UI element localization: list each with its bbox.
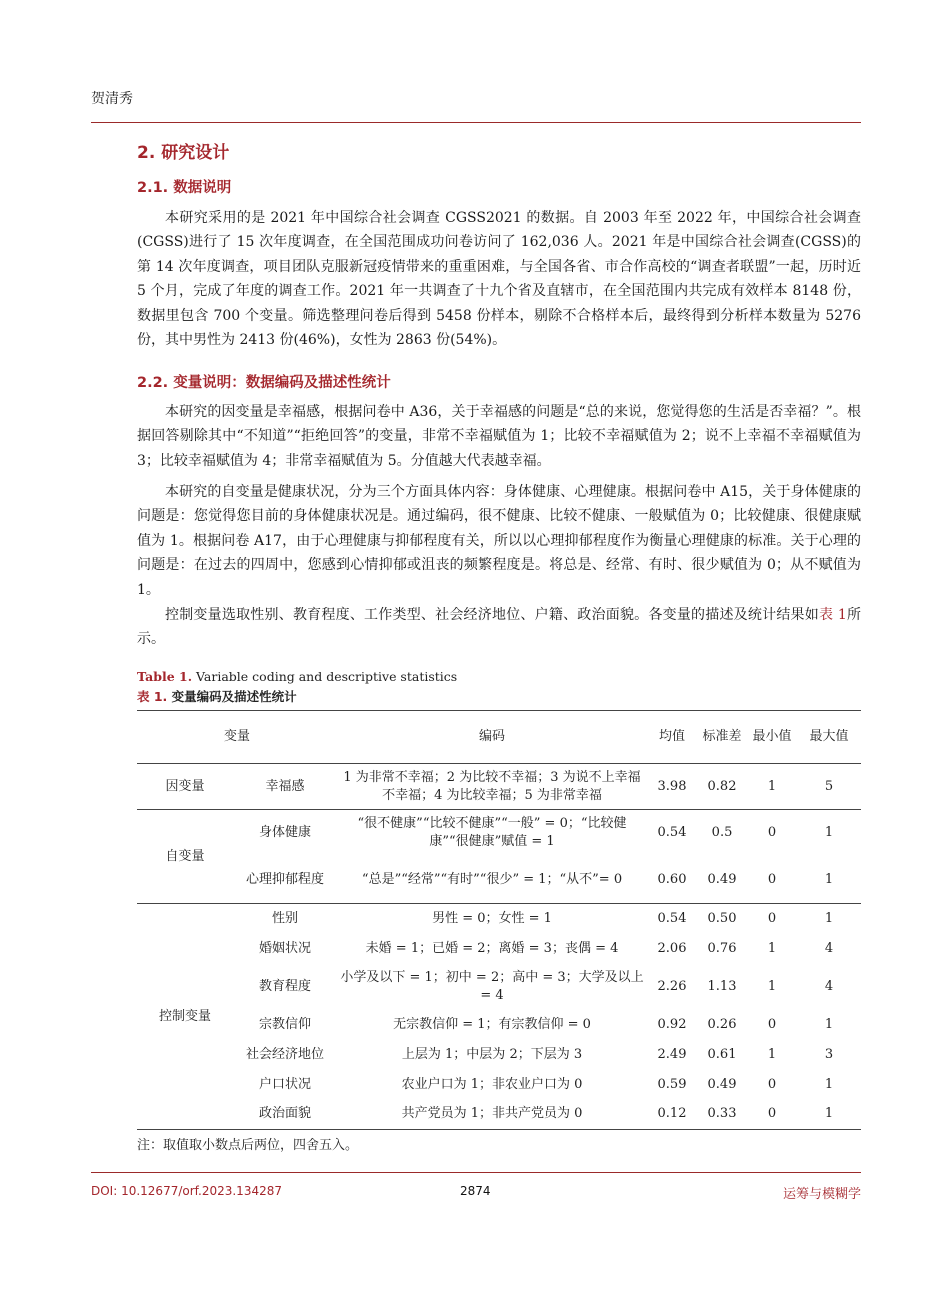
var-coding: 1 为非常不幸福；2 为比较不幸福；3 为说不上幸福不幸福；4 为比较幸福；5 为非常幸福 bbox=[343, 769, 641, 803]
var-sd: 0.49 bbox=[707, 1076, 737, 1092]
control-text-end: 所示。 bbox=[137, 607, 862, 648]
group-label: 因变量 bbox=[165, 778, 205, 794]
var-sd: 0.33 bbox=[707, 1106, 737, 1122]
var-max: 1 bbox=[824, 871, 834, 887]
var-name: 幸福感 bbox=[265, 778, 305, 794]
var-sd: 1.13 bbox=[707, 978, 737, 994]
table-title-en: Variable coding and descriptive statistics bbox=[192, 669, 458, 684]
header-variable: 变量 bbox=[224, 729, 251, 744]
var-min: 0 bbox=[767, 825, 777, 841]
var-mean: 0.54 bbox=[657, 825, 687, 841]
var-coding: 小学及以下 = 1；初中 = 2；高中 = 3；大学及以上 = 4 bbox=[340, 969, 644, 1003]
subsection-heading-data: 2.1. 数据说明 bbox=[137, 180, 232, 196]
var-coding: “总是”“经常”“有时”“很少” = 1；“从不”= 0 bbox=[361, 871, 623, 887]
table-row bbox=[137, 964, 861, 1010]
var-max: 4 bbox=[824, 978, 834, 994]
table-row bbox=[137, 1040, 861, 1070]
var-name: 身体健康 bbox=[259, 825, 312, 841]
var-coding: 农业户口为 1；非农业户口为 0 bbox=[401, 1076, 583, 1092]
running-header-author: 贺清秀 bbox=[91, 91, 133, 107]
var-sd: 0.76 bbox=[707, 940, 737, 956]
table-caption-en bbox=[137, 669, 457, 684]
var-name: 心理抑郁程度 bbox=[246, 871, 325, 887]
table-reference-link[interactable]: 表 1 bbox=[819, 607, 847, 623]
var-coding: 未婚 = 1；已婚 = 2；离婚 = 3；丧偶 = 4 bbox=[365, 940, 619, 956]
header-mean: 均值 bbox=[659, 729, 686, 744]
var-max: 1 bbox=[824, 825, 834, 841]
footer-doi-link[interactable]: DOI: 10.12677/orf.2023.134287 bbox=[91, 1184, 282, 1198]
var-min: 1 bbox=[767, 778, 777, 794]
group-label: 自变量 bbox=[165, 848, 205, 864]
table-row bbox=[137, 934, 861, 964]
table-label-en: Table 1. bbox=[137, 669, 193, 684]
header-coding: 编码 bbox=[479, 729, 506, 744]
header-rule bbox=[91, 122, 861, 123]
var-min: 0 bbox=[767, 1106, 777, 1122]
var-max: 1 bbox=[824, 910, 834, 926]
variable-table bbox=[137, 710, 861, 1130]
table-row bbox=[137, 904, 861, 934]
var-max: 1 bbox=[824, 1016, 834, 1032]
var-sd: 0.49 bbox=[707, 871, 737, 887]
group-label: 控制变量 bbox=[158, 1008, 211, 1024]
var-max: 1 bbox=[824, 1106, 834, 1122]
var-mean: 2.26 bbox=[657, 978, 687, 994]
var-name: 性别 bbox=[272, 910, 299, 926]
var-coding: 无宗教信仰 = 1；有宗教信仰 = 0 bbox=[393, 1016, 591, 1032]
var-coding: 上层为 1；中层为 2；下层为 3 bbox=[401, 1046, 583, 1062]
var-coding: 共产党员为 1；非共产党员为 0 bbox=[401, 1106, 583, 1122]
paragraph-control-variables bbox=[137, 603, 861, 652]
var-name: 婚姻状况 bbox=[259, 940, 312, 956]
var-mean: 0.60 bbox=[657, 871, 687, 887]
var-max: 5 bbox=[824, 778, 834, 794]
var-sd: 0.26 bbox=[707, 1016, 737, 1032]
table-label-zh: 表 1. bbox=[137, 689, 168, 704]
var-min: 1 bbox=[767, 940, 777, 956]
table-header-row bbox=[137, 711, 861, 764]
paragraph-data-description: 本研究采用的是 2021 年中国综合社会调查 CGSS2021 的数据。自 2003 年至 2022 年，中国综合社会调查(CGSS)进行了 15 次年度调查，在全国范围成功问卷访问了 162,036 人。2021 年是中国综合社会调查(CGSS)的第 14 次年度调查，项目团队克服新冠疫情带来的重重困难，与全国各省、市合作高校的“调查者联盟”一起，历时近 5 个月，完成了年度的调查工作。2021 年一共调查了十九个省及直辖市，在全国范围内共完成有效样本 8148 份，数据里包含 700 个变量。筛选整理问卷后得到 5458 份样本，剔除不合格样本后，最终得到分析样本数量为 5276 份，其中男性为 2413 份(46%)，女性为 2863 份(54%)。 bbox=[137, 210, 861, 349]
var-min: 0 bbox=[767, 871, 777, 887]
var-name: 户口状况 bbox=[259, 1076, 312, 1092]
var-sd: 0.61 bbox=[707, 1046, 737, 1062]
var-mean: 2.06 bbox=[657, 940, 687, 956]
table-row bbox=[137, 1070, 861, 1100]
var-sd: 0.50 bbox=[707, 910, 737, 926]
section-heading: 2. 研究设计 bbox=[137, 143, 230, 163]
paragraph-dependent-variable: 本研究的因变量是幸福感，根据问卷中 A36，关于幸福感的问题是“总的来说，您觉得您的生活是否幸福？”。根据回答剔除其中“不知道”“拒绝回答”的变量，非常不幸福赋值为 1；比较不幸福赋值为 2；说不上幸福不幸福赋值为 3；比较幸福赋值为 4；非常幸福赋值为 5。分值越大代表越幸福。 bbox=[137, 404, 861, 469]
var-mean: 0.92 bbox=[657, 1016, 687, 1032]
table-title-zh: 变量编码及描述性统计 bbox=[167, 689, 297, 704]
var-max: 1 bbox=[824, 1076, 834, 1092]
footer-page-number: 2874 bbox=[460, 1184, 491, 1198]
footer-rule bbox=[91, 1172, 861, 1173]
footer-journal-name: 运筹与模糊学 bbox=[782, 1187, 861, 1202]
var-sd: 0.82 bbox=[707, 778, 737, 794]
control-text: 控制变量选取性别、教育程度、工作类型、社会经济地位、户籍、政治面貌。各变量的描述及统计结果如 bbox=[165, 607, 819, 623]
var-min: 0 bbox=[767, 1076, 777, 1092]
var-min: 0 bbox=[767, 910, 777, 926]
table-row bbox=[137, 1100, 861, 1130]
var-coding: “很不健康”“比较不健康”“一般” = 0；“比较健康”“很健康”赋值 = 1 bbox=[357, 816, 627, 850]
var-mean: 2.49 bbox=[657, 1046, 687, 1062]
var-min: 0 bbox=[767, 1016, 777, 1032]
table-row bbox=[137, 857, 861, 904]
table-caption-zh bbox=[137, 687, 297, 705]
var-mean: 0.54 bbox=[657, 910, 687, 926]
paragraph-independent-variable: 本研究的自变量是健康状况，分为三个方面具体内容：身体健康、心理健康。根据问卷中 A15，关于身体健康的问题是：您觉得您目前的身体健康状况是。通过编码，很不健康、比较不健康、一般赋值为 0；比较健康、很健康赋值为 1。根据问卷 A17，由于心理健康与抑郁程度有关，所以以心理抑郁程度作为衡量心理健康的标准。关于心理的问题是：在过去的四周中，您感到心情抑郁或沮丧的频繁程度是。将总是、经常、有时、很少赋值为 0；从不赋值为 1。 bbox=[137, 484, 861, 598]
table-note: 注：取值取小数点后两位，四舍五入。 bbox=[137, 1138, 359, 1153]
var-name: 教育程度 bbox=[259, 978, 312, 994]
var-name: 社会经济地位 bbox=[246, 1046, 325, 1062]
header-sd: 标准差 bbox=[702, 729, 742, 744]
table-row bbox=[137, 810, 861, 857]
var-sd: 0.5 bbox=[711, 825, 733, 841]
var-name: 政治面貌 bbox=[259, 1106, 312, 1122]
var-min: 1 bbox=[767, 1046, 777, 1062]
var-name: 宗教信仰 bbox=[259, 1016, 312, 1032]
subsection-heading-variables: 2.2. 变量说明：数据编码及描述性统计 bbox=[137, 375, 391, 391]
var-coding: 男性 = 0；女性 = 1 bbox=[432, 910, 552, 926]
var-mean: 0.59 bbox=[657, 1076, 687, 1092]
header-max: 最大值 bbox=[809, 729, 849, 744]
var-mean: 3.98 bbox=[657, 778, 687, 794]
var-max: 3 bbox=[824, 1046, 834, 1062]
var-min: 1 bbox=[767, 978, 777, 994]
table-row bbox=[137, 1010, 861, 1040]
table-row bbox=[137, 764, 861, 810]
var-mean: 0.12 bbox=[657, 1106, 687, 1122]
header-min: 最小值 bbox=[752, 729, 792, 744]
var-max: 4 bbox=[824, 940, 834, 956]
